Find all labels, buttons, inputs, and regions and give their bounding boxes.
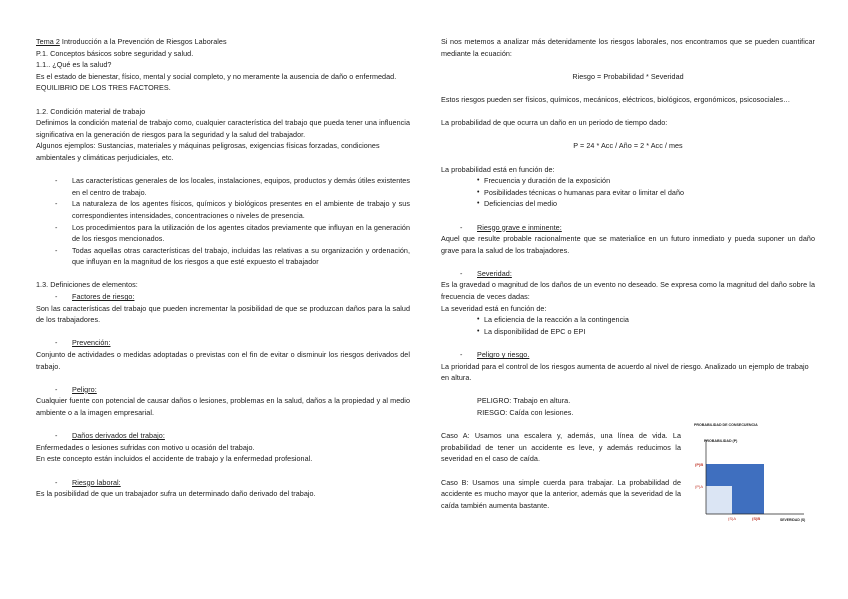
topic-heading: Tema 2 Introducción a la Prevención de Riesgos Laborales [36, 37, 227, 46]
probability-function: La probabilidad está en función de: [441, 164, 555, 174]
probability-equation: P = 24 * Acc / Año = 2 * Acc / mes [573, 141, 683, 151]
case-b: Caso B: Usamos una simple cuerda para trabajar. La probabilidad de accidente es mucho mayor que la anterior, además que la severidad de la caída también aumenta bastante. [441, 477, 681, 510]
term-work-damages: - Daños derivados del trabajo: [36, 430, 410, 442]
pb-label: (P)B [695, 462, 704, 467]
term-severity: - Severidad: [441, 268, 815, 280]
diagram-x-label: SEVERIDAD (S) [780, 518, 806, 522]
danger-definition: Cualquier fuente con potencial de causar daños o lesiones, problemas en la salud, daños a la propiedad y al medio ambiente o a la imagen empresarial. [36, 396, 410, 417]
work-damages-note: En este concepto están incluidos el accidente de trabajo y la enfermedad profesional. [36, 454, 313, 464]
sa-label: (S)A [728, 516, 736, 521]
work-damages-definition: Enfermedades o lesiones sufridas con motivo u ocasión del trabajo. [36, 442, 255, 452]
labor-risk-definition: Es la posibilidad de que un trabajador sufra un determinado daño derivado del trabajo. [36, 489, 316, 499]
section-heading-health: 1.1.. ¿Qué es la salud? [36, 60, 112, 70]
example-risk: RIESGO: Caída con lesiones. [477, 408, 574, 417]
risk-types: Estos riesgos pueden ser físicos, químicos, mecánicos, eléctricos, biológicos, ergonómicos, psicosociales… [441, 94, 791, 104]
list-item: - Los procedimientos para la utilización de los agentes citados previamente que influyan en la generación de los riesgos mencionados. [36, 222, 410, 245]
risk-diagram [692, 420, 810, 525]
risk-factors-definition: Son las características del trabajo que pueden incrementar la posibilidad de que se produzcan daños para la salud de los trabajadores. [36, 303, 410, 325]
term-risk-factors: - Factores de riesgo: [36, 291, 410, 303]
prevention-definition: Conjunto de actividades o medidas adoptadas o previstas con el fin de evitar o disminuir los riesgos derivados del trabajo. [36, 350, 410, 371]
diagram-top-label: PROBABILIDAD DE CONSECUENCIA [694, 423, 758, 427]
term-danger: - Peligro: [36, 384, 410, 396]
severity-function: La severidad está en función de: [441, 303, 547, 313]
list-item: - Todas aquellas otras características del trabajo, incluidas las relativas a su organización y ordenación, que influyan en la magnitud de los riesgos a que esté expuesto el trabajador [36, 245, 410, 268]
material-examples: Algunos ejemplos: Sustancias, materiales y máquinas peligrosas, exigencias físicas forzadas, condiciones ambientales y climáticas perjudiciales, etc. [36, 141, 380, 162]
case-a-area [706, 486, 732, 514]
list-item: • La disponibilidad de EPC o EPI [441, 326, 815, 338]
risk-equation: Riesgo = Probabilidad * Severidad [572, 71, 684, 81]
list-item: • Posibilidades técnicas o humanas para evitar o limitar el daño [441, 187, 815, 199]
list-item: • La eficiencia de la reacción a la contingencia [441, 314, 815, 326]
pa-label: (P)A [695, 484, 703, 489]
material-definition: Definimos la condición material de trabajo como, cualquier característica del trabajo que pueda tener una influencia significativa en la generación de riesgos para la seguridad y la salud del trabajador. [36, 118, 410, 139]
example-danger: PELIGRO: Trabajo en altura. [477, 396, 571, 406]
term-prevention: - Prevención: [36, 337, 410, 349]
term-imminent-risk: - Riesgo grave e inminente: [441, 222, 815, 234]
section-heading-material: 1.2. Condición material de trabajo [36, 106, 146, 116]
point-heading: P.1. Conceptos básicos sobre seguridad y salud. [36, 48, 194, 58]
sb-label: (S)B [752, 516, 761, 521]
health-definition: Es el estado de bienestar, físico, mental y social completo, y no meramente la ausencia de daño o enfermedad. EQUILIBRIO DE LOS TRES FACTORES. [36, 71, 397, 93]
case-a: Caso A: Usamos una escalera y, además, una línea de vida. La probabilidad de tener un accidente es leve, y además reducimos la severidad en el caso de caída. [441, 431, 681, 464]
section-heading-definitions: 1.3. Definiciones de elementos: [36, 280, 138, 290]
term-labor-risk: - Riesgo laboral: [36, 477, 410, 489]
list-item: - Las características generales de los locales, instalaciones, equipos, productos y demás útiles existentes en el centro de trabajo. [36, 175, 410, 198]
term-danger-and-risk: - Peligro y riesgo. [441, 349, 815, 361]
list-item: • Deficiencias del medio [441, 198, 815, 210]
diagram-y-label: PROBABILIDAD (P) [704, 439, 738, 443]
imminent-risk-definition: Aquel que resulte probable racionalmente que se materialice en un futuro inmediato y pueda suponer un daño grave para la salud de los trabajadores. [441, 234, 815, 255]
left-column [36, 36, 410, 500]
risk-diagram-svg [692, 420, 810, 525]
risk-intro: Si nos metemos a analizar más detenidamente los riesgos laborales, nos encontramos que se pueden cuantificar mediante la ecuación: [441, 37, 815, 58]
danger-and-risk-text: La prioridad para el control de los riesgos aumenta de acuerdo al nivel de riesgo. Analizado un ejemplo de trabajo en altura. [441, 361, 809, 383]
list-item: - La naturaleza de los agentes físicos, químicos y biológicos presentes en el ambiente de trabajo y sus correspondientes intensidades, concentraciones o niveles de presencia. [36, 198, 410, 221]
list-item: • Frecuencia y duración de la exposición [441, 175, 815, 187]
probability-intro: La probabilidad de que ocurra un daño en un periodo de tiempo dado: [441, 118, 668, 128]
severity-definition: Es la gravedad o magnitud de los daños de un evento no deseado. Se expresa como la magnitud del daño sobre la frecuencia de veces dadas: [441, 280, 815, 302]
